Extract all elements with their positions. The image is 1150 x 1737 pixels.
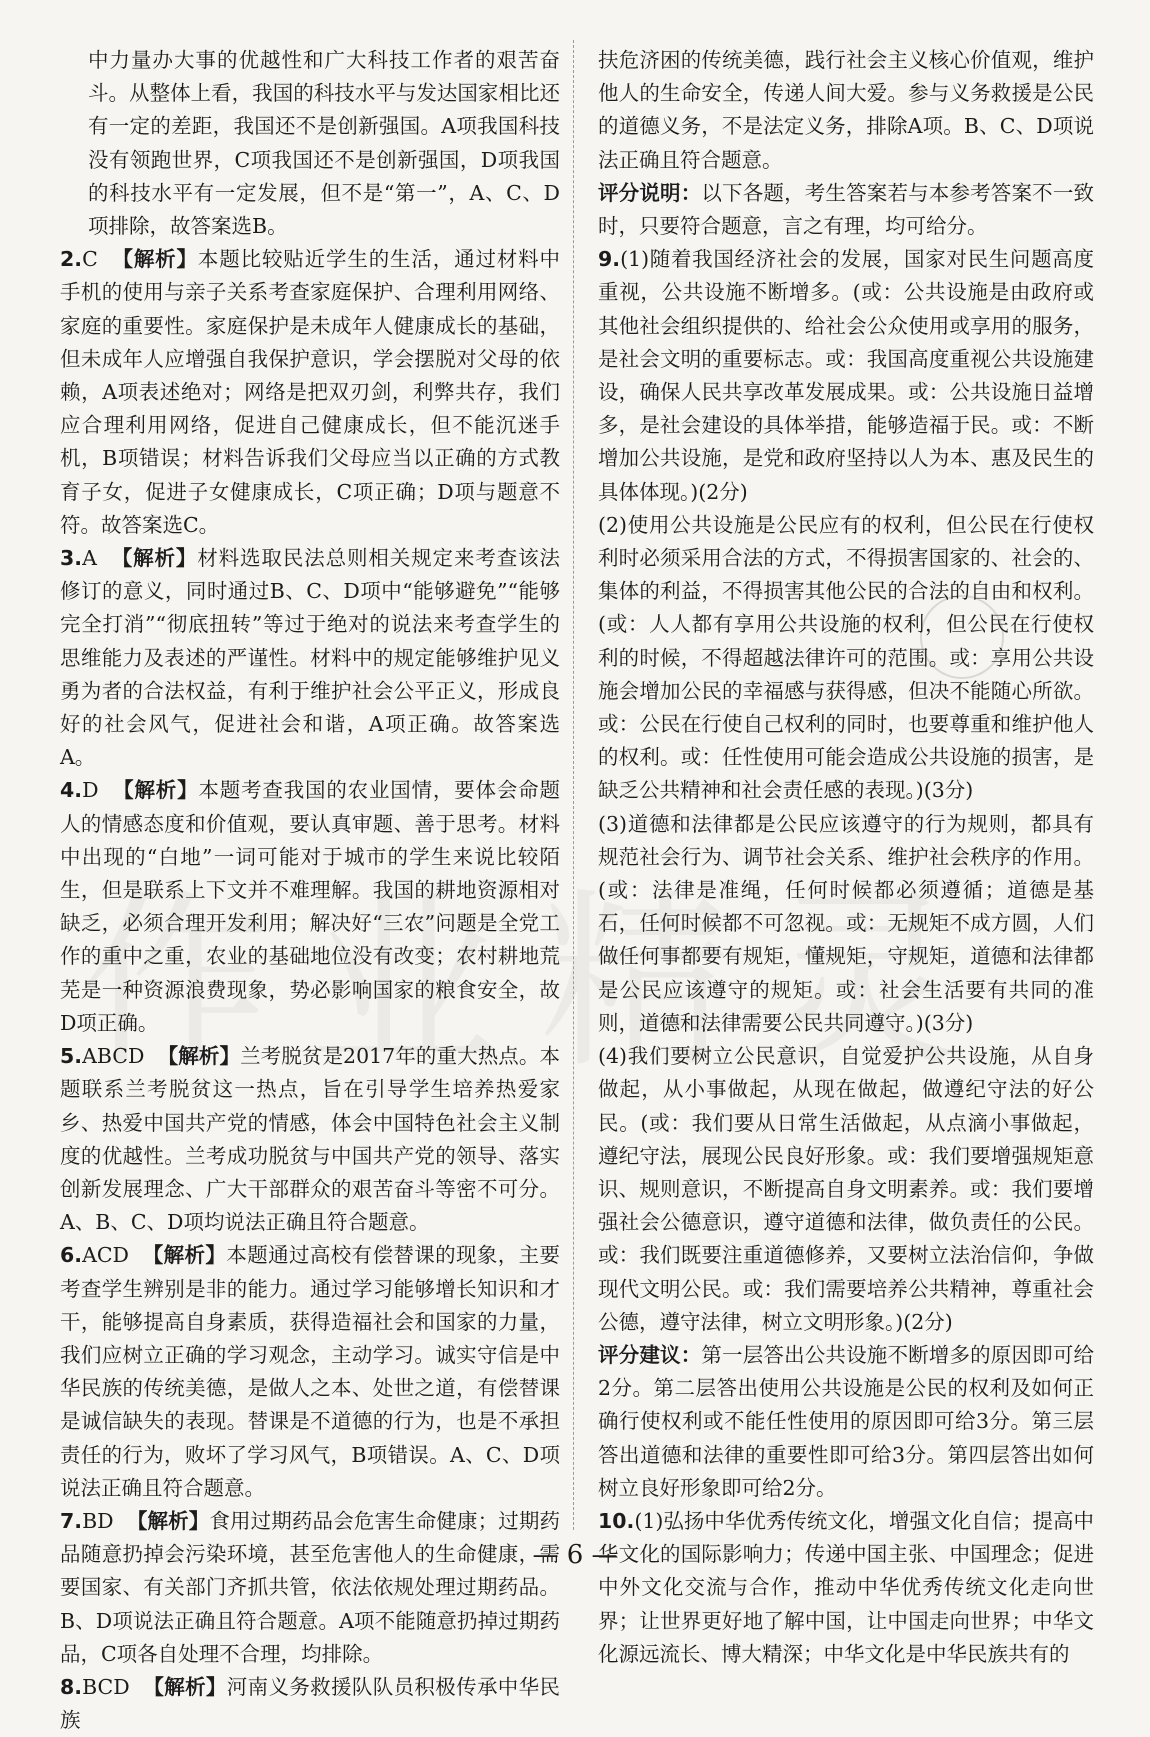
- column-divider: [573, 40, 574, 1530]
- answer-item-9-part-2: (2)使用公共设施是公民应有的权利，但公民在行使权利时必须采用合法的方式，不得损害国家的、社会的、集体的利益，不得损害其他公民的合法的自由和权利。(或：人人都有享用公共设施的权利，但公民在行使权利的时候，不得超越法律许可的范围。或：享用公共设施会增加公民的幸福感与获得感，但决不能随心所欲。或：公民在行使自己权利的同时，也要尊重和维护他人的权利。或：任性使用可能会造成公共设施的损害，是缺乏公共精神和社会责任感的表现。)(3分): [598, 512, 1094, 803]
- page-number: — 6 —: [532, 1540, 618, 1570]
- answer-item-8: 8.BCD 【解析】河南义务救援队队员积极传承中华民族: [60, 1674, 561, 1733]
- answer-item-9-part-4: (4)我们要树立公民意识，自觉爱护公共设施，从自身做起，从小事做起，从现在做起，做遵纪守法的好公民。(或：我们要从日常生活做起，从点滴小事做起，遵纪守法，展现公民良好形象。或：我们要增强规矩意识、规则意识，不断提高自身文明素养。或：我们要增强社会公德意识，遵守道德和法律，做负责任的公民。或：我们既要注重道德修养，又要树立法治信仰，争做现代文明公民。或：我们需要培养公共精神，尊重社会公德，遵守法律，树立文明形象。)(2分): [598, 1044, 1094, 1334]
- answer-item-9-part-1: 9.(1)随着我国经济社会的发展，国家对民生问题高度重视，公共设施不断增多。(或：公共设施是由政府或其他社会组织提供的、给社会公众使用或享用的服务，是社会文明的重要标志。或：我国高度重视公共设施建设，确保人民共享改革发展成果。或：公共设施日益增多，是社会建设的具体举措，能够造福于民。或：不断增加公共设施，是党和政府坚持以人为本、惠及民生的具体体现。)(2分): [598, 247, 1094, 504]
- right-column: [598, 44, 1094, 1671]
- answer-item-8-continued: 扶危济困的传统美德，践行社会主义核心价值观，维护他人的生命安全，传递人间大爱。参与义务救援是公民的道德义务，不是法定义务，排除A项。B、C、D项说法正确且符合题意。: [598, 48, 1094, 172]
- answer-item-2: 2.C 【解析】本题比较贴近学生的生活，通过材料中手机的使用与亲子关系考查家庭保护、合理利用网络、家庭的重要性。家庭保护是未成年人健康成长的基础，但未成年人应增强自我保护意识，学会摆脱对父母的依赖，A项表述绝对；网络是把双刃剑，利弊共存，我们应合理利用网络，促进自己健康成长，但不能沉迷手机，B项错误；材料告诉我们父母应当以正确的方式教育子女，促进子女健康成长，C项正确；D项与题意不符。故答案选C。: [60, 247, 560, 537]
- answer-item-7: 7.BD 【解析】食用过期药品会危害生命健康；过期药品随意扔掉会污染环境，甚至危害他人的生命健康，需要国家、有关部门齐抓共管，依法依规处理过期药品。B、D项说法正确且符合题意。A项不能随意扔掉过期药品，C项各自处理不合理，均排除。: [60, 1508, 560, 1666]
- answer-item-3: 3.A 【解析】材料选取民法总则相关规定来考查该法修订的意义，同时通过B、C、D项中“能够避免”“能够完全打消”“彻底扭转”等过于绝对的说法来考查学生的思维能力及表述的严谨性。材料中的规定能够维护见义勇为者的合法权益，有利于维护社会公平正义，形成良好的社会风气，促进社会和谐，A项正确。故答案选A。: [60, 546, 561, 770]
- scoring-note: 评分说明：以下各题，考生答案若与本参考答案不一致时，只要符合题意，言之有理，均可给分。: [598, 180, 1095, 239]
- scoring-suggestion: 评分建议：第一层答出公共设施不断增多的原因即可给2分。第二层答出使用公共设施是公民的权利及如何正确行使权利或不能任性使用的原因即可给3分。第三层答出道德和法律的重要性即可给3分。第四层答出如何树立良好形象即可给2分。: [598, 1342, 1095, 1500]
- answer-item-10: 10.(1)弘扬中华优秀传统文化，增强文化自信；提高中华文化的国际影响力；传递中国主张、中国理念；促进中外文化交流与合作，推动中华优秀传统文化走向世界；让世界更好地了解中国，让中国走向世界；中华文化源远流长、博大精深；中华文化是中华民族共有的: [598, 1508, 1094, 1666]
- intro-paragraph: 中力量办大事的优越性和广大科技工作者的艰苦奋斗。从整体上看，我国的科技水平与发达国家相比还有一定的差距，我国还不是创新强国。A项我国科技没有领跑世界，C项我国还不是创新强国，D项我国的科技水平有一定发展，但不是“第一”，A、C、D项排除，故答案选B。: [88, 48, 560, 239]
- answer-item-6: 6.ACD 【解析】本题通过高校有偿替课的现象，主要考查学生辨别是非的能力。通过学习能够增长知识和才干，能够提高自身素质，获得造福社会和国家的力量，我们应树立正确的学习观念，主动学习。诚实守信是中华民族的传统美德，是做人之本、处世之道，有偿替课是诚信缺失的表现。替课是不道德的行为，也是不承担责任的行为，败坏了学习风气，B项错误。A、C、D项说法正确且符合题意。: [60, 1243, 560, 1500]
- answer-item-9-part-3: (3)道德和法律都是公民应该遵守的行为规则，都具有规范社会行为、调节社会关系、维护社会秩序的作用。(或：法律是准绳，任何时候都必须遵循；道德是基石，任何时候都不可忽视。或：无规矩不成方圆，人们做任何事都要有规矩，懂规矩，守规矩，道德和法律都是公民应该遵守的规矩。或：社会生活要有共同的准则，道德和法律需要公民共同遵守。)(3分): [598, 811, 1094, 1035]
- left-column: [60, 44, 560, 1737]
- answer-item-5: 5.ABCD 【解析】兰考脱贫是2017年的重大热点。本题联系兰考脱贫这一热点，旨在引导学生培养热爱家乡、热爱中国共产党的情感，体会中国特色社会主义制度的优越性。兰考成功脱贫与中国共产党的领导、落实创新发展理念、广大干部群众的艰苦奋斗等密不可分。A、B、C、D项均说法正确且符合题意。: [60, 1044, 560, 1235]
- answer-item-4: 4.D 【解析】本题考查我国的农业国情，要体会命题人的情感态度和价值观，要认真审题、善于思考。材料中出现的“白地”一词可能对于城市的学生来说比较陌生，但是联系上下文并不难理解。我国的耕地资源相对缺乏，必须合理开发利用；解决好“三农”问题是全党工作的重中之重，农业的基础地位没有改变；农村耕地荒芜是一种资源浪费现象，势必影响国家的粮食安全，故D项正确。: [60, 778, 560, 1035]
